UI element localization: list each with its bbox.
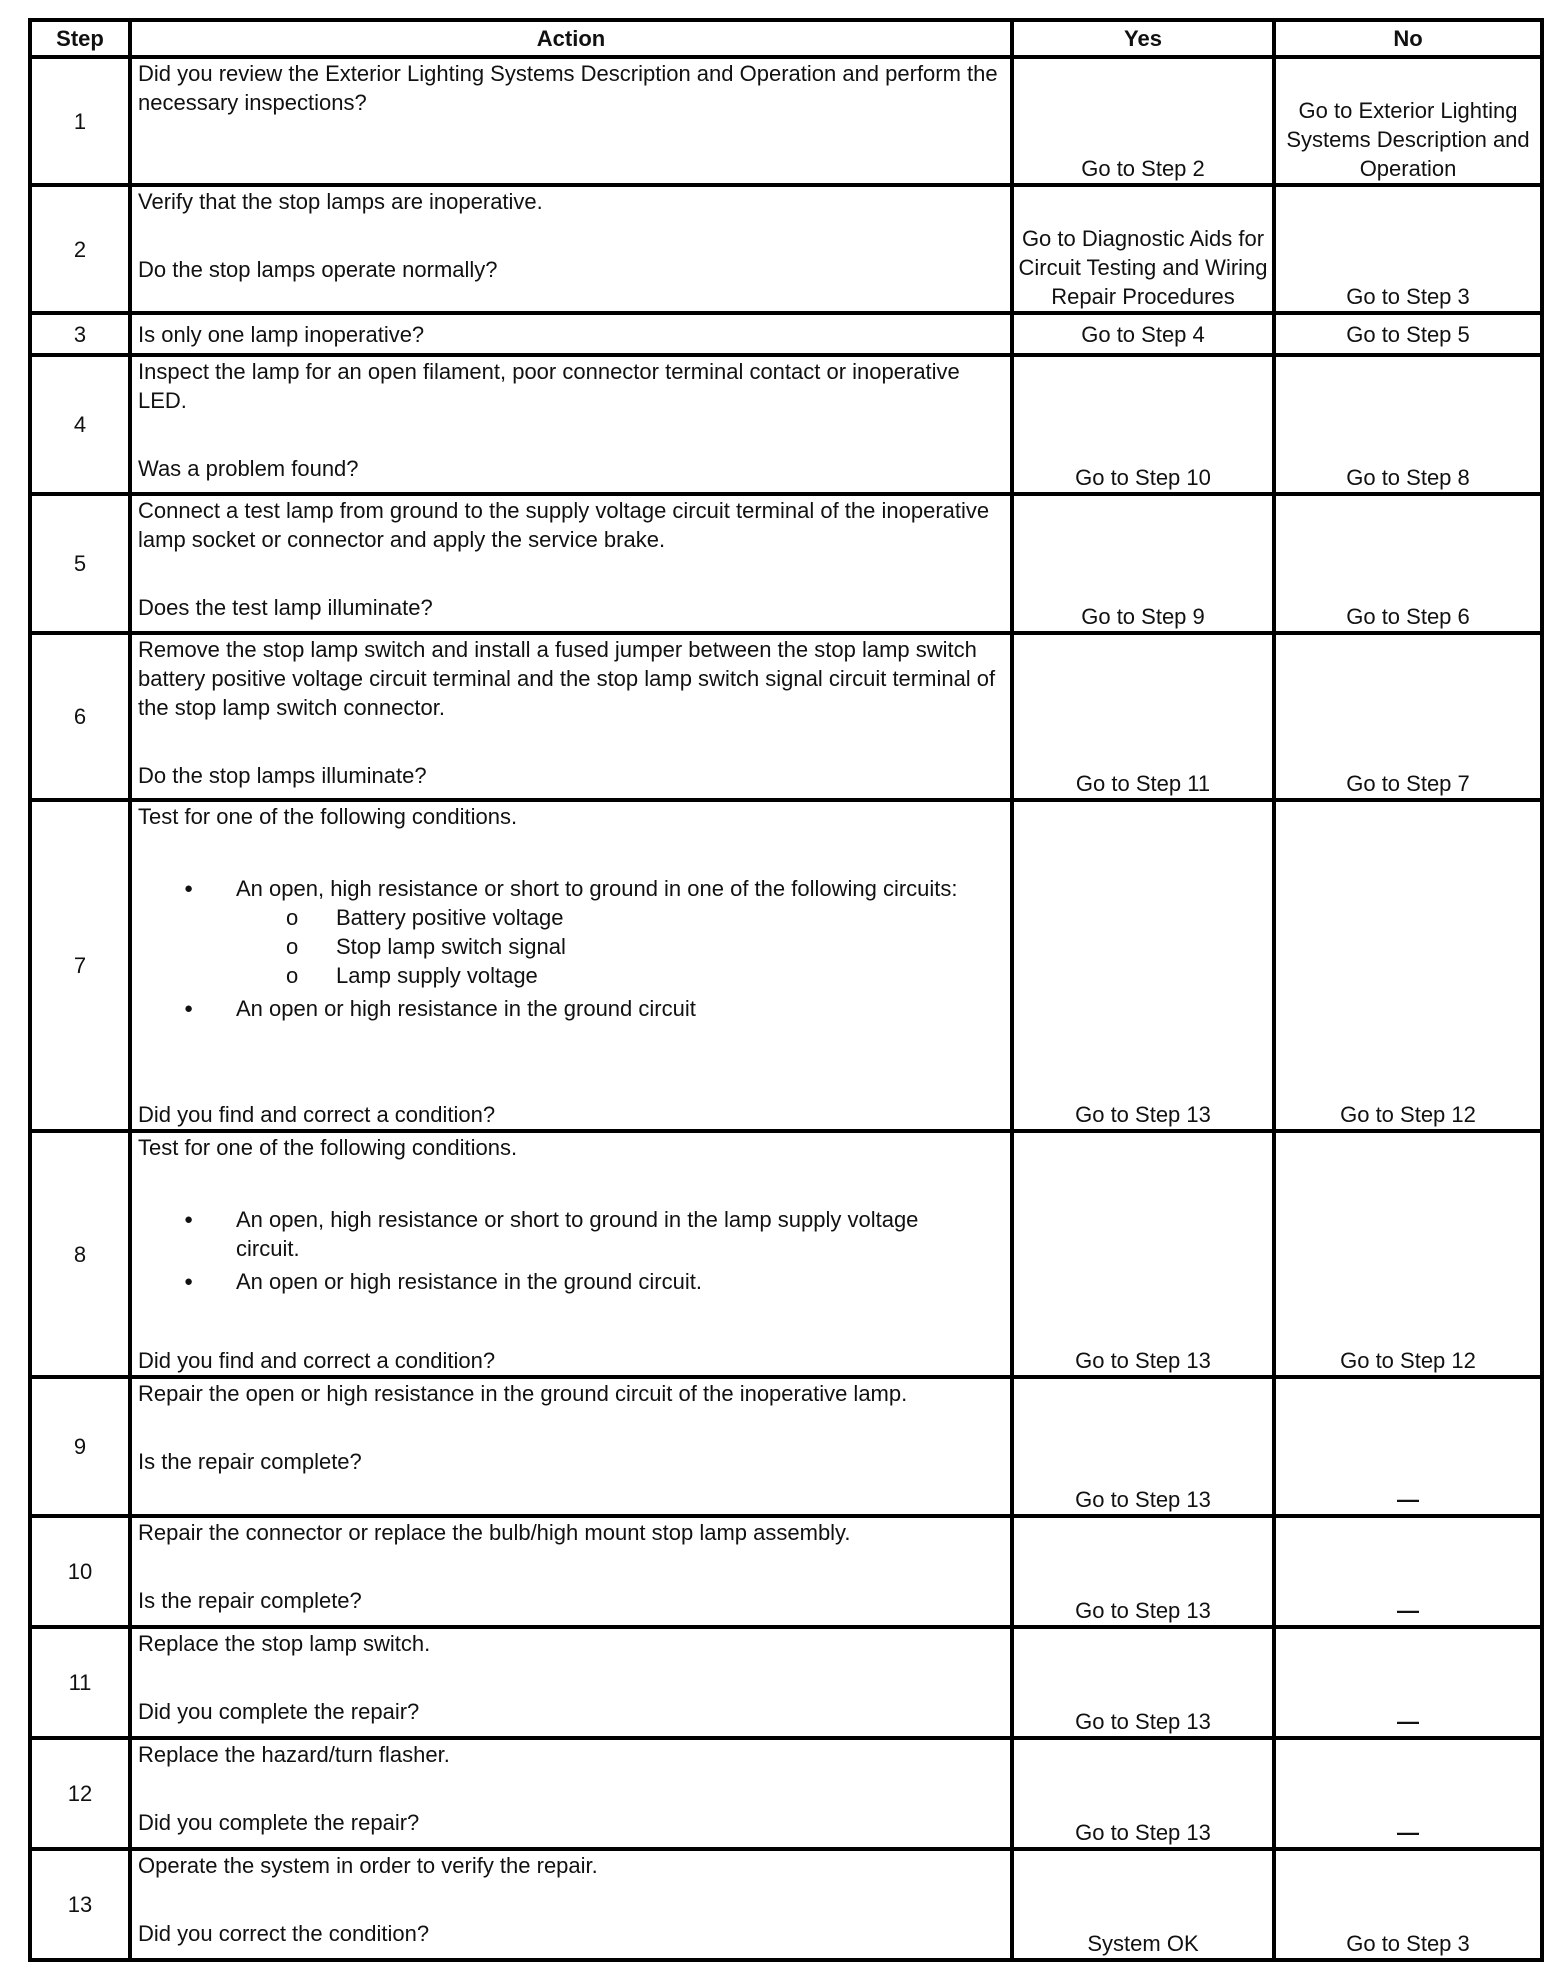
action-prompt: Replace the stop lamp switch.	[138, 1631, 431, 1656]
table-row	[30, 1516, 1542, 1627]
no-cell	[1274, 1377, 1542, 1516]
yes-cell: Go to Step 13	[1012, 1377, 1274, 1516]
no-cell	[1274, 1516, 1542, 1627]
condition-text: An open, high resistance or short to ground in one of the following circuits:	[236, 876, 958, 901]
step-number: 2	[30, 185, 130, 313]
yes-cell: Go to Step 13	[1012, 1738, 1274, 1849]
action-question: Did you correct the condition?	[138, 1921, 430, 1946]
action-prompt: Did you review the Exterior Lighting Systems Description and Operation and perform the necessary inspections?	[138, 61, 998, 115]
condition-text: An open, high resistance or short to ground in the lamp supply voltage circuit.	[236, 1207, 919, 1261]
table-row	[30, 1849, 1542, 1960]
table-row	[30, 57, 1542, 185]
action-prompt: Remove the stop lamp switch and install a fused jumper between the stop lamp switch battery positive voltage circuit terminal and the stop lamp switch signal circuit terminal of the stop lamp switch connector.	[138, 637, 996, 720]
condition-item	[236, 1205, 944, 1263]
action-cell	[130, 355, 1012, 494]
step-number: 7	[30, 800, 130, 1131]
no-cell	[1274, 1627, 1542, 1738]
no-cell: Go to Exterior Lighting Systems Description and Operation	[1274, 57, 1542, 185]
header-yes: Yes	[1012, 20, 1274, 57]
diagnostic-table	[28, 18, 1544, 1962]
yes-cell: Go to Step 13	[1012, 800, 1274, 1131]
yes-cell: Go to Step 10	[1012, 355, 1274, 494]
yes-cell: Go to Diagnostic Aids for Circuit Testing and Wiring Repair Procedures	[1012, 185, 1274, 313]
table-row	[30, 1627, 1542, 1738]
action-question: Do the stop lamps operate normally?	[138, 257, 498, 282]
action-cell	[130, 57, 1012, 185]
action-question: Did you complete the repair?	[138, 1699, 420, 1724]
action-prompt: Inspect the lamp for an open filament, poor connector terminal contact or inoperative LED.	[138, 359, 960, 413]
action-prompt: Test for one of the following conditions.	[138, 804, 518, 829]
step-number: 10	[30, 1516, 130, 1627]
action-cell	[130, 800, 1012, 1131]
step-number: 3	[30, 313, 130, 355]
action-prompt: Test for one of the following conditions.	[138, 1135, 518, 1160]
action-cell	[130, 1738, 1012, 1849]
condition-list	[138, 874, 1004, 1023]
yes-cell: Go to Step 13	[1012, 1131, 1274, 1377]
step-number: 11	[30, 1627, 130, 1738]
action-prompt: Repair the connector or replace the bulb/high mount stop lamp assembly.	[138, 1520, 851, 1545]
action-cell	[130, 185, 1012, 313]
condition-list	[138, 1205, 1004, 1296]
action-cell	[130, 1627, 1012, 1738]
action-question: Did you find and correct a condition?	[138, 1102, 496, 1127]
step-number: 5	[30, 494, 130, 633]
header-step: Step	[30, 20, 130, 57]
header-action: Action	[130, 20, 1012, 57]
action-question: Did you find and correct a condition?	[138, 1348, 496, 1373]
action-cell	[130, 1849, 1012, 1960]
step-number: 9	[30, 1377, 130, 1516]
circuit-list	[236, 903, 1004, 990]
yes-cell: Go to Step 13	[1012, 1516, 1274, 1627]
no-dash: —	[1397, 1487, 1419, 1512]
no-cell: Go to Step 6	[1274, 494, 1542, 633]
step-number: 4	[30, 355, 130, 494]
action-cell	[130, 313, 1012, 355]
yes-cell: Go to Step 4	[1012, 313, 1274, 355]
action-prompt: Repair the open or high resistance in the ground circuit of the inoperative lamp.	[138, 1381, 908, 1406]
no-cell: Go to Step 3	[1274, 1849, 1542, 1960]
no-dash: —	[1397, 1598, 1419, 1623]
table-row	[30, 494, 1542, 633]
action-prompt: Connect a test lamp from ground to the supply voltage circuit terminal of the inoperative lamp socket or connector and apply the service brake.	[138, 498, 990, 552]
no-cell: Go to Step 12	[1274, 1131, 1542, 1377]
action-cell	[130, 1377, 1012, 1516]
step-number: 1	[30, 57, 130, 185]
circuit-item: o Lamp supply voltage	[336, 961, 1004, 990]
action-prompt: Verify that the stop lamps are inoperative.	[138, 189, 543, 214]
no-cell: Go to Step 5	[1274, 313, 1542, 355]
step-number: 6	[30, 633, 130, 800]
condition-item	[236, 874, 1004, 990]
table-row	[30, 313, 1542, 355]
action-question: Is the repair complete?	[138, 1449, 362, 1474]
action-question: Is the repair complete?	[138, 1588, 362, 1613]
condition-text: An open or high resistance in the ground circuit	[236, 996, 696, 1021]
action-question: Was a problem found?	[138, 456, 359, 481]
table-row	[30, 1377, 1542, 1516]
yes-cell: Go to Step 11	[1012, 633, 1274, 800]
circuit-item: o Battery positive voltage	[336, 903, 1004, 932]
yes-cell: Go to Step 13	[1012, 1627, 1274, 1738]
no-cell: Go to Step 3	[1274, 185, 1542, 313]
action-prompt: Is only one lamp inoperative?	[138, 321, 425, 347]
step-number: 13	[30, 1849, 130, 1960]
yes-cell: System OK	[1012, 1849, 1274, 1960]
step-number: 12	[30, 1738, 130, 1849]
circuit-item: o Stop lamp switch signal	[336, 932, 1004, 961]
no-cell: Go to Step 8	[1274, 355, 1542, 494]
no-cell	[1274, 1738, 1542, 1849]
no-dash: —	[1397, 1709, 1419, 1734]
action-prompt: Replace the hazard/turn flasher.	[138, 1742, 450, 1767]
table-row	[30, 185, 1542, 313]
action-cell	[130, 633, 1012, 800]
table-row	[30, 355, 1542, 494]
action-question: Do the stop lamps illuminate?	[138, 763, 427, 788]
action-question: Does the test lamp illuminate?	[138, 595, 433, 620]
no-dash: —	[1397, 1820, 1419, 1845]
action-cell	[130, 494, 1012, 633]
table-row	[30, 1131, 1542, 1377]
condition-text: An open or high resistance in the ground circuit.	[236, 1269, 702, 1294]
table-row	[30, 1738, 1542, 1849]
action-prompt: Operate the system in order to verify the repair.	[138, 1853, 598, 1878]
action-cell	[130, 1516, 1012, 1627]
yes-cell: Go to Step 2	[1012, 57, 1274, 185]
table-row	[30, 800, 1542, 1131]
no-cell: Go to Step 7	[1274, 633, 1542, 800]
header-no: No	[1274, 20, 1542, 57]
condition-item	[236, 994, 1004, 1023]
header-row	[30, 20, 1542, 57]
table-row	[30, 633, 1542, 800]
condition-item	[236, 1267, 944, 1296]
yes-cell: Go to Step 9	[1012, 494, 1274, 633]
action-question: Did you complete the repair?	[138, 1810, 420, 1835]
step-number: 8	[30, 1131, 130, 1377]
no-cell: Go to Step 12	[1274, 800, 1542, 1131]
action-cell	[130, 1131, 1012, 1377]
